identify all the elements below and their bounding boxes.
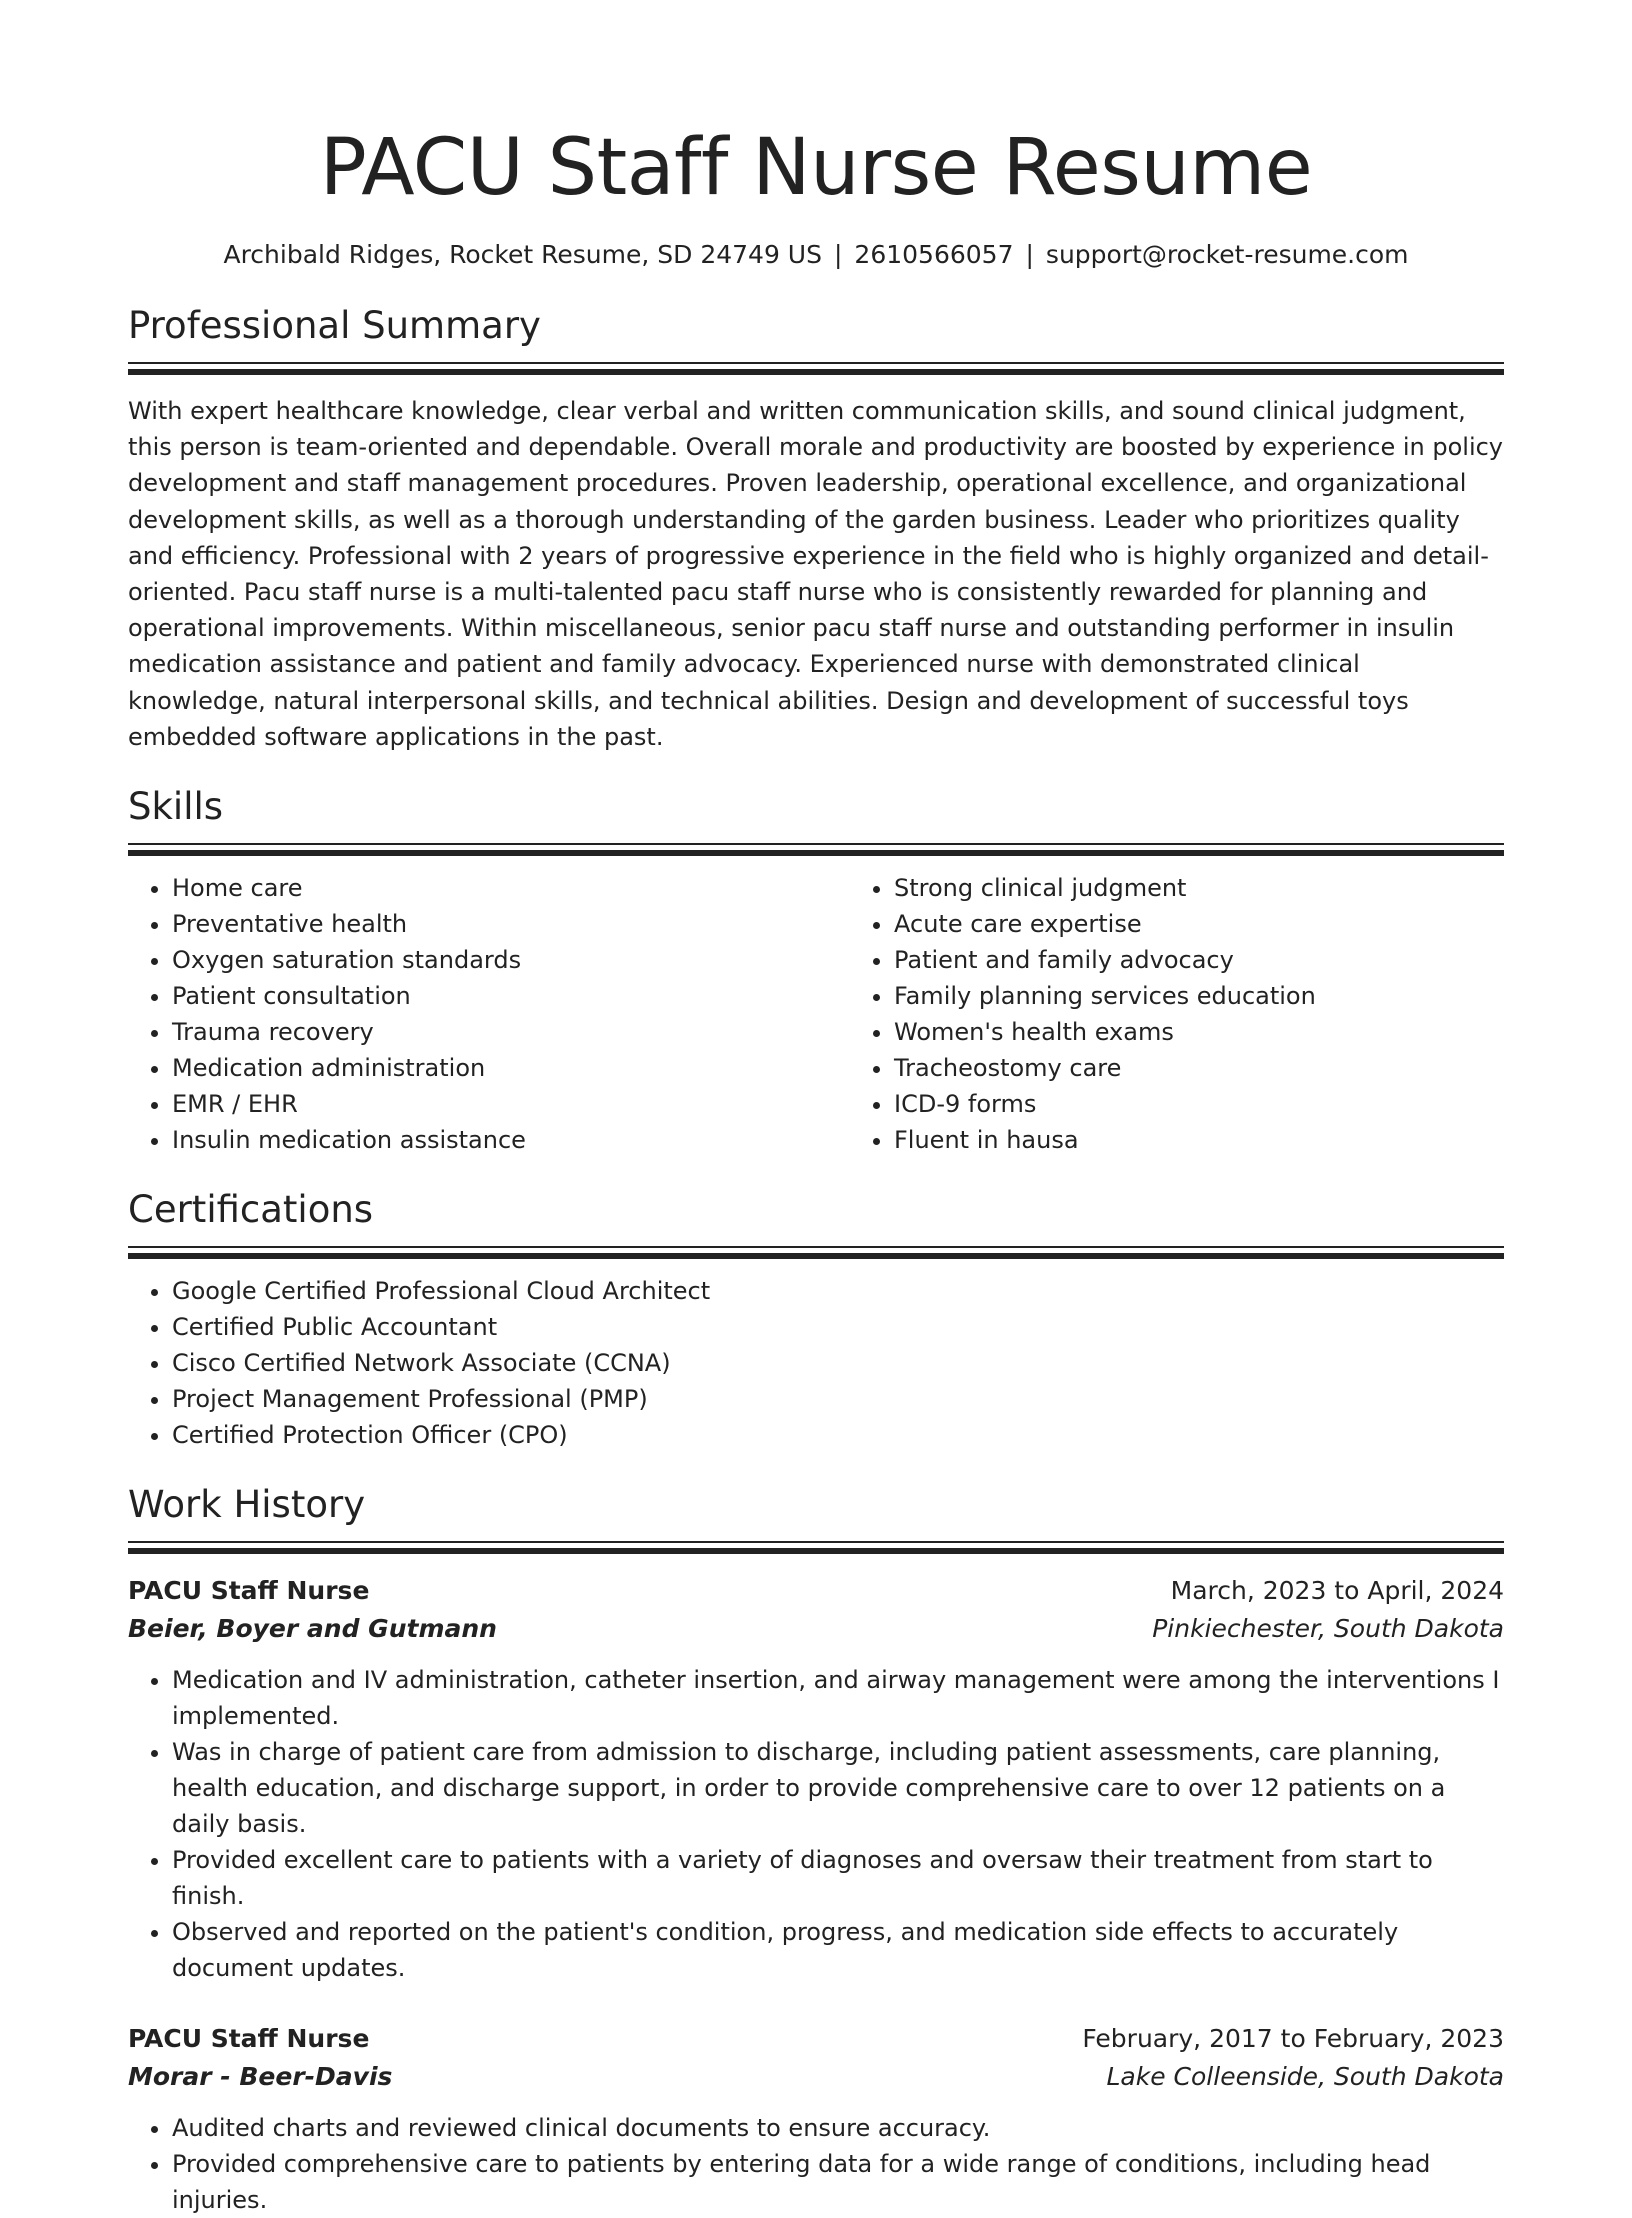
skills-list-right xyxy=(850,870,1572,1158)
job-title: PACU Staff Nurse xyxy=(128,2024,370,2054)
job-company: Morar - Beer-Davis xyxy=(128,2062,393,2092)
job-company: Beier, Boyer and Gutmann xyxy=(128,1614,497,1644)
job-header xyxy=(128,2020,1504,2058)
job-entry xyxy=(128,1572,1504,1986)
skill-item: • Insulin medication assistance xyxy=(172,1122,850,1158)
skill-item: • Oxygen saturation standards xyxy=(172,942,850,978)
certifications-heading: Certifications xyxy=(128,1188,374,1232)
job-subheader xyxy=(128,2058,1504,2096)
section-divider xyxy=(128,1541,1504,1554)
job-duty: • Was in charge of patient care from admission to discharge, including patient assessments, care planning, health education, and discharge support, in order to provide comprehensive care to over 12 patients on a daily basis. xyxy=(172,1734,1504,1842)
job-duties xyxy=(128,2110,1504,2218)
skill-item: • EMR / EHR xyxy=(172,1086,850,1122)
skill-item: • Medication administration xyxy=(172,1050,850,1086)
skill-item: • Women's health exams xyxy=(894,1014,1572,1050)
job-duty: • Observed and reported on the patient's condition, progress, and medication side effects to accurately document updates. xyxy=(172,1914,1504,1986)
contact-address: Archibald Ridges, Rocket Resume, SD 24749 US xyxy=(223,240,822,269)
certification-item: • Project Management Professional (PMP) xyxy=(172,1381,1504,1417)
contact-email: support@rocket-resume.com xyxy=(1045,240,1409,269)
certifications-list xyxy=(128,1273,1504,1453)
page-title: PACU Staff Nurse Resume xyxy=(319,123,1313,213)
contact-separator: | xyxy=(833,240,843,269)
job-duty: • Provided comprehensive care to patients by entering data for a wide range of conditions, including head injuries. xyxy=(172,2146,1504,2218)
skills-heading: Skills xyxy=(128,785,224,829)
skill-item: • Trauma recovery xyxy=(172,1014,850,1050)
skills-section xyxy=(128,783,1504,1158)
skill-item: • Home care xyxy=(172,870,850,906)
work-history-section xyxy=(128,1481,1504,2218)
skills-list-left xyxy=(128,870,850,1158)
job-title: PACU Staff Nurse xyxy=(128,1576,370,1606)
contact-phone: 2610566057 xyxy=(854,240,1014,269)
section-divider xyxy=(128,362,1504,375)
job-duty: • Provided excellent care to patients with a variety of diagnoses and oversaw their treatment from start to finish. xyxy=(172,1842,1504,1914)
resume-page xyxy=(128,0,1504,2218)
certification-item: • Certified Protection Officer (CPO) xyxy=(172,1417,1504,1453)
contact-line xyxy=(128,238,1504,272)
summary-section xyxy=(128,302,1504,755)
job-duties xyxy=(128,1662,1504,1986)
certification-item: • Google Certified Professional Cloud Architect xyxy=(172,1273,1504,1309)
job-duty: • Medication and IV administration, catheter insertion, and airway management were among the interventions I implemented. xyxy=(172,1662,1504,1734)
skill-item: • Preventative health xyxy=(172,906,850,942)
skill-item: • Strong clinical judgment xyxy=(894,870,1572,906)
section-divider xyxy=(128,1246,1504,1259)
summary-text: With expert healthcare knowledge, clear verbal and written communication skills, and sound clinical judgment, this person is team-oriented and dependable. Overall morale and productivity are boosted by experience in policy development and staff management procedures. Proven leadership, operational excellence, and organizational development skills, as well as a thorough understanding of the garden business. Leader who prioritizes quality and efficiency. Professional with 2 years of progressive experience in the field who is highly organized and detail-oriented. Pacu staff nurse is a multi-talented pacu staff nurse who is consistently rewarded for planning and operational improvements. Within miscellaneous, senior pacu staff nurse and outstanding performer in insulin medication assistance and patient and family advocacy. Experienced nurse with demonstrated clinical knowledge, natural interpersonal skills, and technical abilities. Design and development of successful toys embedded software applications in the past. xyxy=(128,397,1504,751)
section-divider xyxy=(128,843,1504,856)
summary-heading: Professional Summary xyxy=(128,304,541,347)
skill-item: • Acute care expertise xyxy=(894,906,1572,942)
job-location: Lake Colleenside, South Dakota xyxy=(1106,2062,1504,2092)
job-entry xyxy=(128,2020,1504,2218)
contact-separator: | xyxy=(1025,240,1034,269)
certification-item: • Certified Public Accountant xyxy=(172,1309,1504,1345)
skills-grid xyxy=(128,870,1504,1158)
certifications-section xyxy=(128,1186,1504,1453)
job-header xyxy=(128,1572,1504,1610)
skill-item: • Patient consultation xyxy=(172,978,850,1014)
skill-item: • Family planning services education xyxy=(894,978,1572,1014)
skill-item: • ICD-9 forms xyxy=(894,1086,1572,1122)
skill-item: • Fluent in hausa xyxy=(894,1122,1572,1158)
job-location: Pinkiechester, South Dakota xyxy=(1152,1614,1504,1644)
skill-item: • Tracheostomy care xyxy=(894,1050,1572,1086)
work-history-heading: Work History xyxy=(128,1483,366,1527)
job-dates: March, 2023 to April, 2024 xyxy=(1170,1576,1504,1606)
job-dates: February, 2017 to February, 2023 xyxy=(1082,2024,1504,2054)
skill-item: • Patient and family advocacy xyxy=(894,942,1572,978)
certification-item: • Cisco Certified Network Associate (CCNA) xyxy=(172,1345,1504,1381)
job-duty: • Audited charts and reviewed clinical documents to ensure accuracy. xyxy=(172,2110,1504,2146)
job-subheader xyxy=(128,1610,1504,1648)
